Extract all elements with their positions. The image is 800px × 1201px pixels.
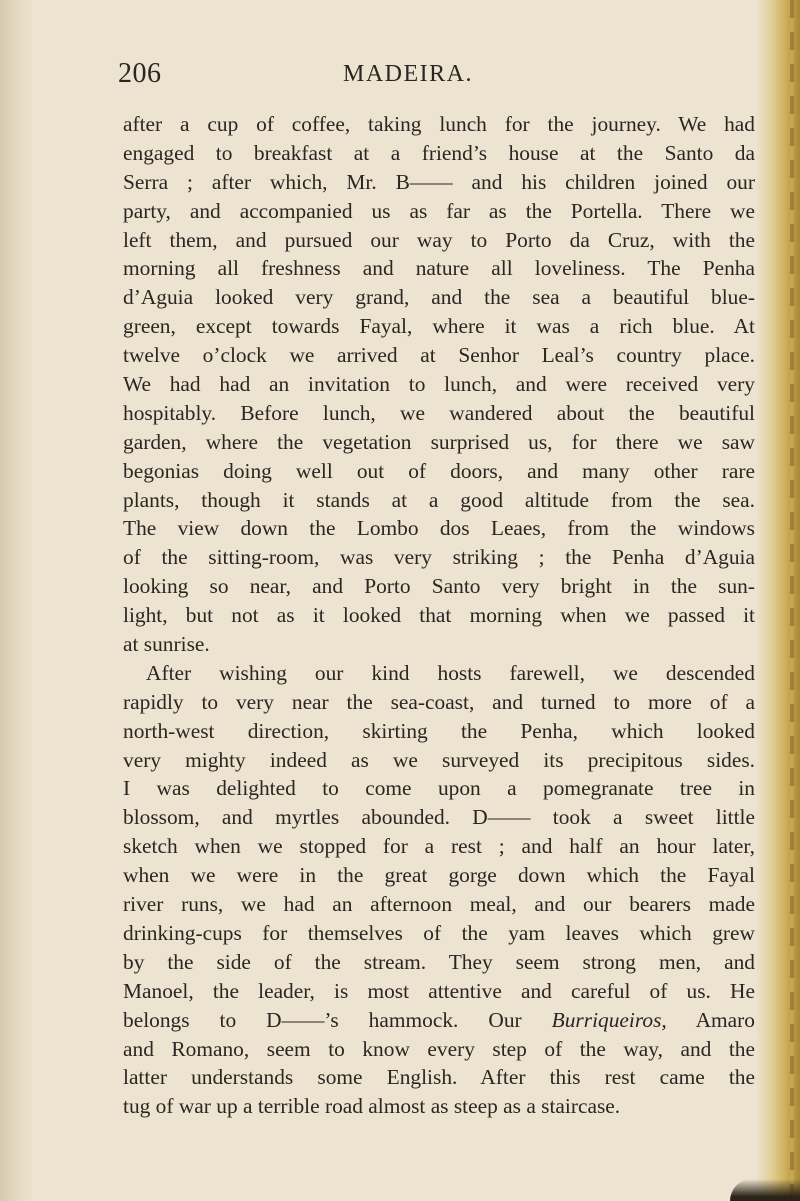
text-line: hospitably. Before lunch, we wandered about the beautiful [123, 400, 755, 425]
text-line: latter understands some English. After this rest came the [123, 1065, 755, 1090]
text-line: sketch when we stopped for a rest ; and half an hour later, [123, 834, 755, 859]
page-number: 206 [118, 58, 162, 89]
corner-shadow [730, 1179, 800, 1201]
text-line: morning all freshness and nature all loveliness. The Penha [123, 256, 755, 281]
body-text [123, 110, 755, 1121]
text-line: when we were in the great gorge down which the Fayal [123, 863, 755, 888]
text-line: plants, though it stands at a good altitude from the sea. [123, 487, 755, 512]
text-line-mixed [123, 1006, 755, 1035]
text-line: of the sitting-room, was very striking ; the Penha d’Aguia [123, 545, 755, 570]
text-line: begonias doing well out of doors, and many other rare [123, 458, 755, 483]
text-line: party, and accompanied us as far as the Portella. There we [123, 198, 755, 223]
text-line: twelve o’clock we arrived at Senhor Leal’s country place. [123, 343, 755, 368]
text-line: light, but not as it looked that morning when we passed it [123, 603, 755, 628]
text-line: left them, and pursued our way to Porto da Cruz, with the [123, 227, 755, 252]
text-line: by the side of the stream. They seem strong men, and [123, 949, 755, 974]
text-line: I was delighted to come upon a pomegranate tree in [123, 776, 755, 801]
page-edge [756, 0, 800, 1201]
text-line: river runs, we had an afternoon meal, and our bearers made [123, 892, 755, 917]
italic-word: Burriqueiros, [551, 1007, 667, 1032]
text-segment: belongs to D——’s hammock. Our [123, 1007, 522, 1032]
text-line: after a cup of coffee, taking lunch for the journey. We had [123, 112, 755, 136]
text-line: The view down the Lombo dos Leaes, from the windows [123, 516, 755, 541]
text-line: drinking-cups for themselves of the yam leaves which grew [123, 920, 755, 945]
text-line: We had had an invitation to lunch, and were received very [123, 372, 755, 397]
text-line: After wishing our kind hosts farewell, we descended [146, 660, 755, 685]
text-line: looking so near, and Porto Santo very bright in the sun- [123, 574, 755, 599]
text-line: at sunrise. [123, 632, 210, 657]
text-line: Manoel, the leader, is most attentive and careful of us. He [123, 978, 755, 1003]
text-line: garden, where the vegetation surprised us, for there we saw [123, 429, 755, 454]
text-line: very mighty indeed as we surveyed its precipitous sides. [123, 747, 755, 772]
text-segment: Amaro [695, 1007, 755, 1032]
text-line: rapidly to very near the sea-coast, and turned to more of a [123, 689, 755, 714]
text-line: d’Aguia looked very grand, and the sea a beautiful blue- [123, 285, 755, 310]
text-line: north-west direction, skirting the Penha, which looked [123, 718, 755, 743]
text-line: blossom, and myrtles abounded. D—— took a sweet little [123, 805, 755, 830]
text-line: tug of war up a terrible road almost as steep as a staircase. [123, 1094, 621, 1119]
page-gutter [0, 0, 34, 1201]
text-line: green, except towards Fayal, where it was a rich blue. At [123, 314, 755, 339]
page-header [0, 58, 800, 92]
text-line: engaged to breakfast at a friend’s house at the Santo da [123, 140, 755, 165]
text-line: and Romano, seem to know every step of the way, and the [123, 1036, 755, 1061]
running-head: MADEIRA. [343, 61, 473, 87]
text-line: Serra ; after which, Mr. B—— and his children joined our [123, 169, 755, 194]
